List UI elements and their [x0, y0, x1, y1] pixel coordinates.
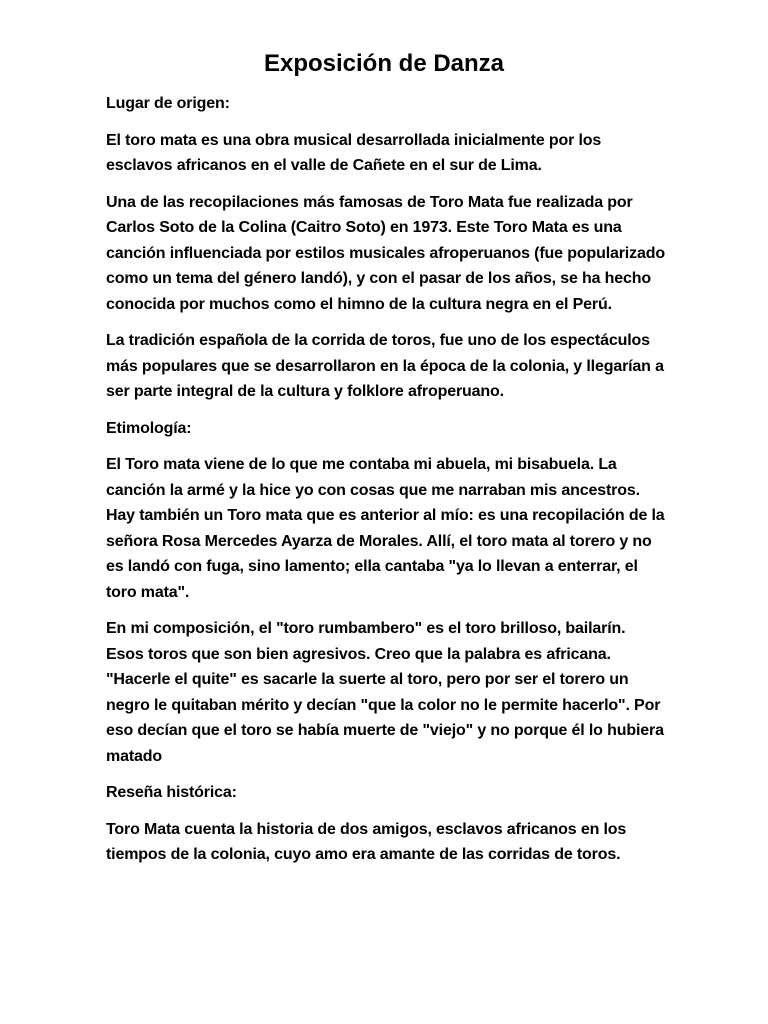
paragraph-origen: El toro mata es una obra musical desarrollada inicialmente por los esclavos africanos en el valle de Cañete en el sur de Lima. — [106, 131, 602, 174]
paragraph-composicion: En mi composición, el "toro rumbambero" es el toro brilloso, bailarín. Esos toros que son bien agresivos. Creo que la palabra es africana. "Hacerle el quite" es sacarle la suerte al toro, pero por ser el torero un negro le quitaban mérito y decían "que la color no le permite hacerlo". Por eso decían que el toro se había muerte de "viejo" y no porque él lo hubiera matado — [106, 620, 664, 765]
document-body — [106, 91, 666, 879]
heading-etimologia: Etimología: — [106, 419, 192, 437]
heading-lugar-de-origen: Lugar de origen: — [106, 95, 230, 112]
heading-resena-historica: Reseña histórica: — [106, 784, 237, 801]
paragraph-etimologia: El Toro mata viene de lo que me contaba mi abuela, mi bisabuela. La canción la armé y la hice yo con cosas que me narraban mis ancestros. Hay también un Toro mata que es anterior al mío: es una recopilación de la señora Rosa Mercedes Ayarza de Morales. Allí, el toro mata al torero y no es landó con fuga, sino lamento; ella cantaba "ya lo llevan a enterrar, el toro mata". — [106, 456, 665, 601]
document-title: Exposición de Danza — [263, 50, 505, 77]
paragraph-resena: Toro Mata cuenta la historia de dos amigos, esclavos africanos en los tiempos de la colonia, cuyo amo era amante de las corridas de toros. — [106, 820, 627, 863]
paragraph-tradicion: La tradición española de la corrida de toros, fue uno de los espectáculos más populares que se desarrollaron en la época de la colonia, y llegarían a ser parte integral de la cultura y folklore afroperuano. — [106, 332, 664, 400]
paragraph-recopilaciones: Una de las recopilaciones más famosas de Toro Mata fue realizada por Carlos Soto de la Colina (Caitro Soto) en 1973. Este Toro Mata es una canción influenciada por estilos musicales afroperuanos (fue popularizado como un tema del género landó), y con el pasar de los años, se ha hecho conocida por muchos como el himno de la cultura negra en el Perú. — [106, 193, 665, 313]
